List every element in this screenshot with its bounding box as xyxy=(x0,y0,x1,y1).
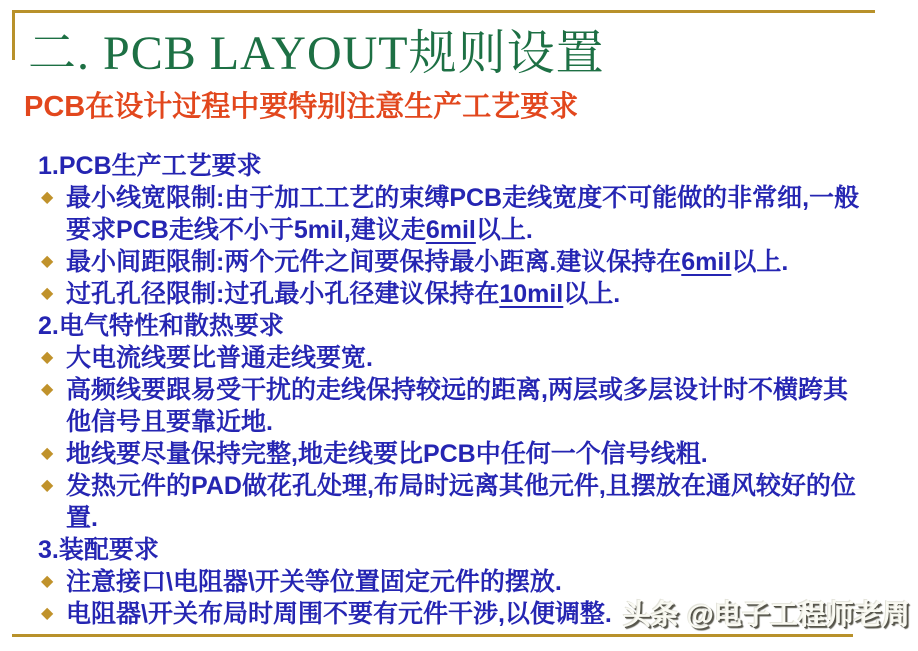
diamond-bullet-icon: ◆ xyxy=(41,189,54,206)
underlined-value: 10mil xyxy=(499,280,564,308)
text-segment: 最小线宽限制:由于加工工艺的束缚 xyxy=(66,184,450,212)
text-segment: 5mil xyxy=(293,216,344,244)
watermark-text: 头条 @电子工程师老周 xyxy=(622,599,910,630)
bullet-item xyxy=(38,246,898,278)
bullet-item-continuation xyxy=(38,406,898,438)
top-border-line xyxy=(12,10,875,13)
text-segment: PAD xyxy=(191,472,242,500)
diamond-bullet-icon: ◆ xyxy=(41,285,54,302)
text-segment: 电气特性和散热要求 xyxy=(58,312,284,340)
bullet-item xyxy=(38,278,898,310)
underlined-value: 6mil xyxy=(681,248,732,276)
diamond-bullet-icon: ◆ xyxy=(41,253,54,270)
diamond-bullet-icon: ◆ xyxy=(41,381,54,398)
text-segment: 最小间距限制:两个元件之间要保持最小距离.建议保持在 xyxy=(66,248,682,276)
bullet-item-continuation xyxy=(38,502,898,534)
text-segment: 做花孔处理,布局时远离其他元件,且摆放在通风较好的位 xyxy=(241,472,856,500)
text-segment: 过孔孔径限制:过孔最小孔径建议保持在 xyxy=(66,280,500,308)
section-heading xyxy=(38,534,898,566)
bullet-item-continuation xyxy=(38,214,898,246)
text-segment: 发热元件的 xyxy=(66,472,192,500)
text-segment: 注意接口\电阻器\开关等位置固定元件的摆放. xyxy=(66,568,562,596)
bottom-border-line xyxy=(12,634,853,637)
left-border-line xyxy=(12,10,15,60)
text-segment: 2. xyxy=(38,312,59,340)
text-segment: 要求 xyxy=(66,216,117,244)
text-segment: PCB xyxy=(116,216,169,244)
text-segment: 置. xyxy=(66,504,98,532)
text-segment: 他信号且要靠近地. xyxy=(66,408,273,436)
text-segment: 走线不小于 xyxy=(168,216,294,244)
bullet-item xyxy=(38,470,898,502)
slide-subtitle: PCB在设计过程中要特别注意生产工艺要求 xyxy=(24,91,579,123)
text-segment: ,建议走 xyxy=(343,216,426,244)
text-segment: 大电流线要比普通走线要宽. xyxy=(66,344,373,372)
text-segment: 以上. xyxy=(475,216,533,244)
diamond-bullet-icon: ◆ xyxy=(41,349,54,366)
text-segment: PCB xyxy=(422,440,476,468)
bullet-item xyxy=(38,342,898,374)
slide-title: 二. PCB LAYOUT规则设置 xyxy=(28,27,605,80)
text-segment: 走线宽度不可能做的非常细,一般 xyxy=(502,184,860,212)
diamond-bullet-icon: ◆ xyxy=(41,573,54,590)
diamond-bullet-icon: ◆ xyxy=(41,445,54,462)
diamond-bullet-icon: ◆ xyxy=(41,477,54,494)
bullet-item xyxy=(38,374,898,406)
text-segment: 装配要求 xyxy=(58,536,159,564)
section-heading xyxy=(38,310,898,342)
text-segment: 高频线要跟易受干扰的走线保持较远的距离,两层或多层设计时不横跨其 xyxy=(66,376,848,404)
text-segment: 3. xyxy=(38,536,59,564)
text-segment: 以上. xyxy=(563,280,621,308)
section-heading xyxy=(38,150,898,182)
bullet-item xyxy=(38,438,898,470)
text-segment: 中任何一个信号线粗. xyxy=(475,440,708,468)
text-segment: 生产工艺要求 xyxy=(111,152,262,180)
text-segment: 地线要尽量保持完整,地走线要比 xyxy=(66,440,423,468)
text-segment: 1.PCB xyxy=(38,152,112,180)
slide-body xyxy=(38,150,898,630)
bullet-item xyxy=(38,182,898,214)
text-segment: 以上. xyxy=(731,248,789,276)
underlined-value: 6mil xyxy=(425,216,476,244)
text-segment: 电阻器\开关布局时周围不要有元件干涉,以便调整. xyxy=(66,600,612,628)
text-segment: PCB xyxy=(449,184,503,212)
diamond-bullet-icon: ◆ xyxy=(41,605,54,622)
